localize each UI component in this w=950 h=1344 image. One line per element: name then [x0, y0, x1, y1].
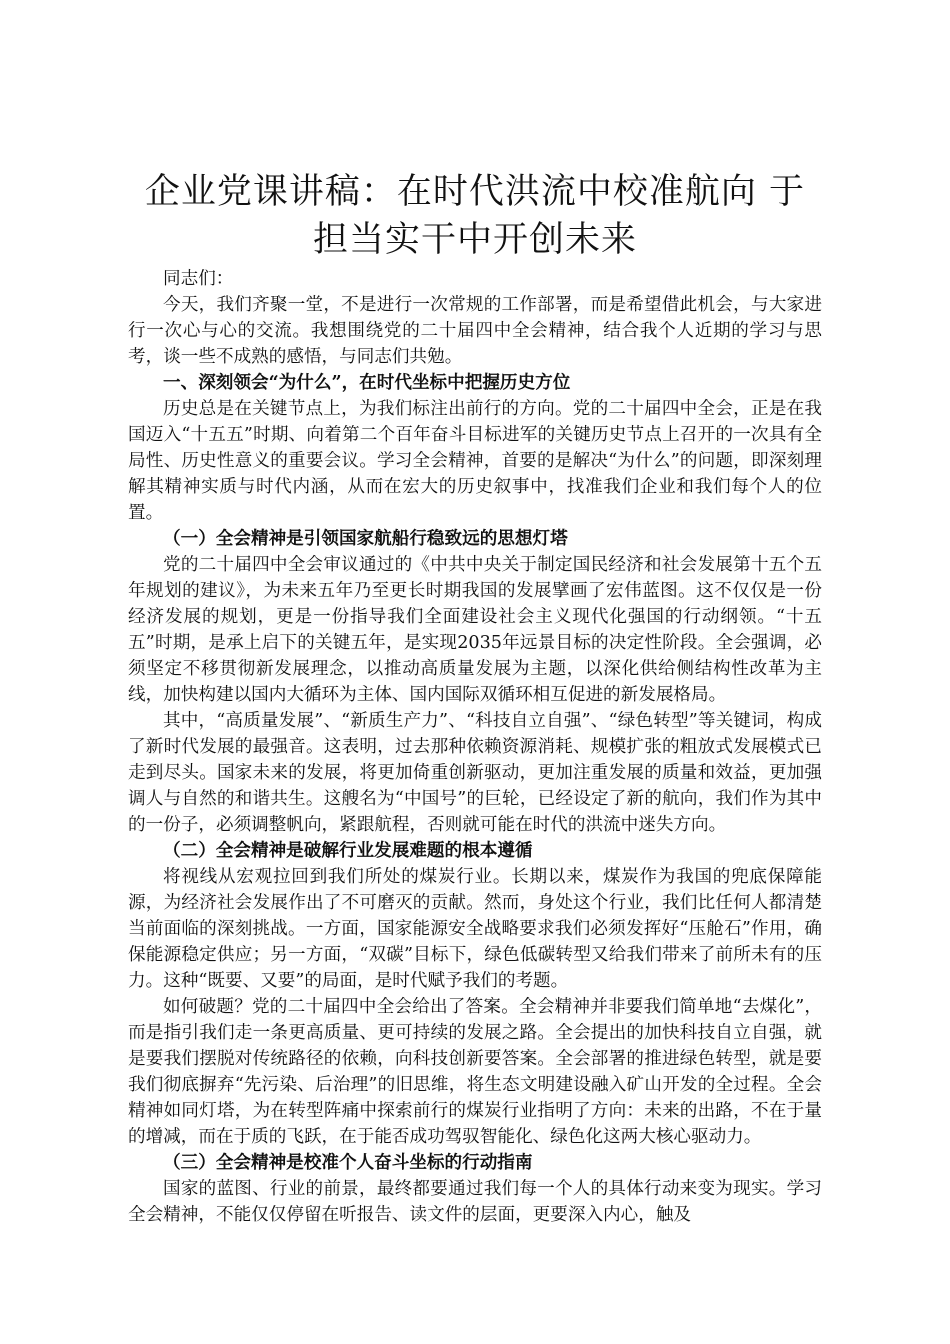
subsection-2-heading: （二）全会精神是破解行业发展难题的根本遵循 — [163, 840, 533, 861]
document-page — [128, 168, 822, 1228]
intro-paragraph: 今天，我们齐聚一堂，不是进行一次常规的工作部署，而是希望借此机会，与大家进行一次心与心的交流。我想围绕党的二十届四中全会精神，结合我个人近期的学习与思考，谈一些不成熟的感悟，与同志们共勉。 — [128, 295, 822, 367]
subsection-2-paragraph-1: 将视线从宏观拉回到我们所处的煤炭行业。长期以来，煤炭作为我国的兜底保障能源，为经济社会发展作出了不可磨灭的贡献。然而，身处这个行业，我们比任何人都清楚当前面临的深刻挑战。一方面，国家能源安全战略要求我们必须发挥好“压舱石”作用，确保能源稳定供应；另一方面，“双碳”目标下，绿色低碳转型又给我们带来了前所未有的压力。这种“既要、又要”的局面，是时代赋予我们的考题。 — [128, 867, 822, 991]
document-title: 企业党课讲稿：在时代洪流中校准航向 于担当实干中开创未来 — [144, 172, 806, 260]
section-1-paragraph: 历史总是在关键节点上，为我们标注出前行的方向。党的二十届四中全会，正是在我国迈入“十五五”时期、向着第二个百年奋斗目标进军的关键历史节点上召开的一次具有全局性、历史性意义的重要会议。学习全会精神，首要的是解决“为什么”的问题，即深刻理解其精神实质与时代内涵，从而在宏大的历史叙事中，找准我们企业和我们每个人的位置。 — [128, 399, 822, 523]
section-1-heading: 一、深刻领会“为什么”，在时代坐标中把握历史方位 — [163, 372, 571, 393]
subsection-1-paragraph-1: 党的二十届四中全会审议通过的《中共中央关于制定国民经济和社会发展第十五个五年规划的建议》，为未来五年乃至更长时期我国的发展擘画了宏伟蓝图。这不仅仅是一份经济发展的规划，更是一份指导我们全面建设社会主义现代化强国的行动纲领。“十五五”时期，是承上启下的关键五年，是实现2035年远景目标的决定性阶段。全会强调，必须坚定不移贯彻新发展理念，以推动高质量发展为主题，以深化供给侧结构性改革为主线，加快构建以国内大循环为主体、国内国际双循环相互促进的新发展格局。 — [128, 555, 822, 705]
subsection-1-heading: （一）全会精神是引领国家航船行稳致远的思想灯塔 — [163, 528, 568, 549]
subsection-3-heading: （三）全会精神是校准个人奋斗坐标的行动指南 — [163, 1152, 533, 1173]
subsection-3-paragraph-1: 国家的蓝图、行业的前景，最终都要通过我们每一个人的具体行动来变为现实。学习全会精神，不能仅仅停留在听报告、读文件的层面，更要深入内心，触及 — [128, 1179, 822, 1225]
subsection-2-paragraph-2: 如何破题？党的二十届四中全会给出了答案。全会精神并非要我们简单地“去煤化”，而是指引我们走一条更高质量、更可持续的发展之路。全会提出的加快科技自立自强，就是要我们摆脱对传统路径的依赖，向科技创新要答案。全会部署的推进绿色转型，就是要我们彻底摒弃“先污染、后治理”的旧思维，将生态文明建设融入矿山开发的全过程。全会精神如同灯塔，为在转型阵痛中探索前行的煤炭行业指明了方向：未来的出路，不在于量的增减，而在于质的飞跃，在于能否成功驾驭智能化、绿色化这两大核心驱动力。 — [128, 997, 822, 1147]
subsection-1-paragraph-2: 其中，“高质量发展”、“新质生产力”、“科技自立自强”、“绿色转型”等关键词，构成了新时代发展的最强音。这表明，过去那种依赖资源消耗、规模扩张的粗放式发展模式已走到尽头。国家未来的发展，将更加倚重创新驱动，更加注重发展的质量和效益，更加强调人与自然的和谐共生。这艘名为“中国号”的巨轮，已经设定了新的航向，我们作为其中的一份子，必须调整帆向，紧跟航程，否则就可能在时代的洪流中迷失方向。 — [128, 711, 822, 835]
salutation: 同志们： — [163, 269, 234, 289]
